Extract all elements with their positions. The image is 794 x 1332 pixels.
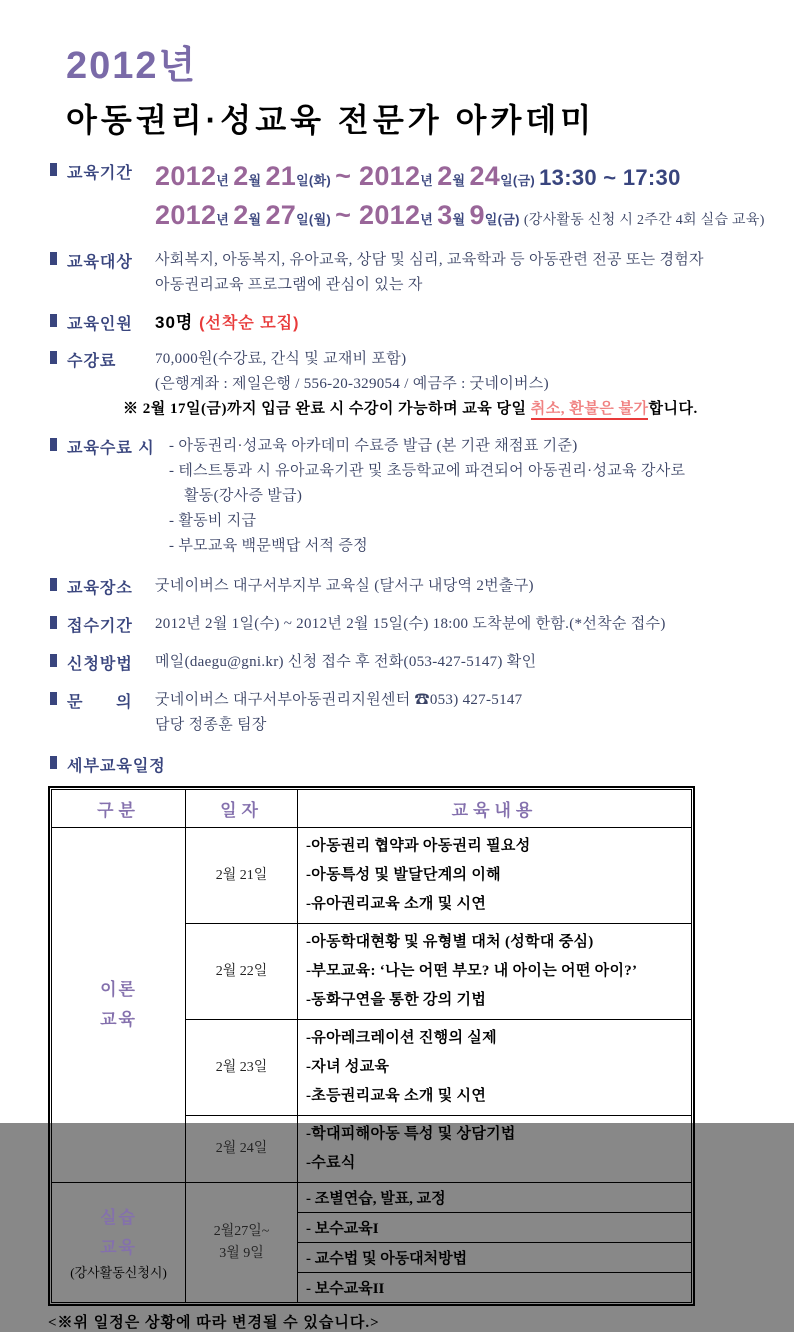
target-content: [155, 248, 704, 298]
date-day: 21: [265, 161, 297, 191]
date-day: 27: [265, 200, 297, 230]
target-label: 교육대상: [67, 254, 133, 271]
content-line: -부모교육: ‘나는 어떤 부모? 내 아이는 어떤 아이?’: [306, 963, 638, 979]
content-cell: [298, 1020, 692, 1116]
section-venue: [48, 574, 738, 599]
schedule-table-wrap: [48, 786, 695, 1306]
apply-period-label: 접수기간: [67, 618, 133, 635]
content-line: -아동특성 및 발달단계의 이해: [306, 867, 501, 883]
date-month: 2: [233, 200, 249, 230]
capacity-content: [155, 310, 299, 337]
period-content: [155, 159, 765, 238]
section-apply-method: [48, 650, 738, 675]
fee-notice: [123, 397, 698, 422]
date-unit: 일(금): [484, 212, 520, 227]
content-line: -학대피해아동 특성 및 상담기법: [306, 1126, 516, 1142]
table-header-row: [52, 790, 692, 828]
content-line: -동화구연을 통한 강의 기법: [306, 992, 487, 1008]
completion-item: - 부모교육 백문백답 서적 증정: [169, 538, 368, 554]
schedule-table: [51, 789, 692, 1303]
date-unit: 년: [420, 173, 434, 188]
section-bullet-icon: [50, 692, 57, 705]
content-line: -유아권리교육 소개 및 시연: [306, 896, 487, 912]
contact-content: [155, 688, 522, 738]
section-bullet-icon: [50, 578, 57, 591]
practice-date-line2: 3월 9일: [219, 1245, 264, 1261]
time-range: 13:30 ~ 17:30: [539, 165, 681, 190]
date-year: 2012: [155, 161, 217, 191]
content-line: - 조별연습, 발표, 교정: [306, 1191, 446, 1207]
practice-group-line2: 교육: [100, 1237, 137, 1257]
completion-content: [169, 434, 685, 559]
date-year: 2012: [359, 161, 421, 191]
date-unit: 년: [216, 173, 230, 188]
completion-item-cont: 활동(강사증 발급): [184, 488, 303, 504]
date-cell: 2월 21일: [186, 828, 298, 924]
date-unit: 월: [248, 212, 262, 227]
section-bullet-icon: [50, 252, 57, 265]
content-cell: [298, 1213, 692, 1243]
date-cell: 2월 24일: [186, 1116, 298, 1183]
content-line: - 보수교육II: [306, 1281, 385, 1297]
date-day: 24: [469, 161, 501, 191]
content-line: -아동학대현황 및 유형별 대처 (성학대 중심): [306, 934, 594, 950]
section-fee: [48, 347, 738, 422]
venue-label: 교육장소: [67, 580, 133, 597]
content-line: -유아레크레이션 진행의 실제: [306, 1030, 497, 1046]
date-unit: 일(월): [296, 212, 332, 227]
practice-date-line1: 2월27일~: [213, 1223, 270, 1239]
header-date: 일자: [186, 790, 298, 828]
target-line2: 아동권리교육 프로그램에 관심이 있는 자: [155, 277, 423, 293]
capacity-label: 교육인원: [67, 316, 133, 333]
date-unit: 년: [216, 212, 230, 227]
practice-group-cell: [52, 1183, 186, 1303]
fee-label: 수강료: [67, 353, 117, 370]
date-unit: 월: [248, 173, 262, 188]
header-content: 교육내용: [298, 790, 692, 828]
date-unit: 월: [452, 212, 466, 227]
date-unit: 일(화): [296, 173, 332, 188]
capacity-value: 30명: [155, 313, 200, 332]
date-unit: 월: [452, 173, 466, 188]
content-cell: [298, 924, 692, 1020]
content-cell: [298, 1243, 692, 1273]
header-category: 구분: [52, 790, 186, 828]
completion-item: - 활동비 지급: [169, 513, 257, 529]
practice-group-line1: 실습: [100, 1207, 137, 1227]
schedule-label: 세부교육일정: [67, 758, 166, 775]
table-row: [52, 828, 692, 924]
practice-group-note: (강사활동신청시): [70, 1264, 167, 1280]
date-unit: 일(금): [500, 173, 536, 188]
date-day: 9: [469, 200, 485, 230]
date-month: 2: [437, 161, 453, 191]
theory-group-cell: [52, 828, 186, 1183]
section-bullet-icon: [50, 654, 57, 667]
fee-notice-suffix: 합니다.: [648, 401, 698, 417]
content-line: -초등권리교육 소개 및 시연: [306, 1088, 487, 1104]
section-target: [48, 248, 738, 298]
apply-method-label: 신청방법: [67, 656, 133, 673]
apply-period-text: 2012년 2월 1일(수) ~ 2012년 2월 15일(수) 18:00 도착분에 한함.(*선착순 접수): [155, 616, 666, 632]
completion-item: - 테스트통과 시 유아교육기관 및 초등학교에 파견되어 아동권리·성교육 강사로: [169, 463, 686, 479]
date-year: 2012: [155, 200, 217, 230]
section-bullet-icon: [50, 351, 57, 364]
content-cell: [298, 828, 692, 924]
date-cell: 2월 23일: [186, 1020, 298, 1116]
fee-line2: (은행계좌 : 제일은행 / 556-20-329054 / 예금주 : 굿네이버스): [155, 376, 549, 392]
section-capacity: [48, 310, 738, 337]
content-line: - 보수교육I: [306, 1221, 379, 1237]
period-line2: [155, 198, 765, 238]
target-line1: 사회복지, 아동복지, 유아교육, 상담 및 심리, 교육학과 등 아동관련 전공 또는 경험자: [155, 252, 704, 268]
fee-notice-prefix: ※ 2월 17일(금)까지 입금 완료 시 수강이 가능하며 교육 당일: [123, 401, 531, 417]
completion-item: - 아동권리·성교육 아카데미 수료증 발급 (본 기관 채점표 기준): [169, 438, 578, 454]
date-year: 2012: [359, 200, 421, 230]
date-month: 3: [437, 200, 453, 230]
content-cell: [298, 1183, 692, 1213]
date-cell: 2월 22일: [186, 924, 298, 1020]
apply-method-text: 메일(daegu@gni.kr) 신청 접수 후 전화(053-427-5147) 확인: [155, 654, 537, 670]
section-contact: [48, 688, 738, 738]
title-year: 2012년: [66, 45, 198, 87]
footer-note: <※위 일정은 상황에 따라 변경될 수 있습니다.>: [48, 1315, 380, 1331]
section-bullet-icon: [50, 438, 57, 451]
theory-group-line2: 교육: [100, 1010, 137, 1029]
content-line: -수료식: [306, 1155, 356, 1171]
tilde: ~: [335, 161, 359, 191]
period-line1: [155, 159, 765, 198]
content-line: -자녀 성교육: [306, 1059, 390, 1075]
period-note: (강사활동 신청 시 2주간 4회 실습 교육): [523, 213, 765, 228]
date-unit: 년: [420, 212, 434, 227]
date-month: 2: [233, 161, 249, 191]
contact-line1: 굿네이버스 대구서부아동권리지원센터 ☎053) 427-5147: [155, 692, 523, 708]
tilde: ~: [335, 200, 359, 230]
content-line: -아동권리 협약과 아동권리 필요성: [306, 838, 531, 854]
content-cell: [298, 1116, 692, 1183]
table-row: [52, 1183, 692, 1213]
fee-content: [123, 347, 698, 422]
fee-notice-red: 취소, 환불은 불가: [531, 401, 649, 420]
theory-group-line1: 이론: [100, 980, 137, 999]
content-line: - 교수법 및 아동대처방법: [306, 1251, 468, 1267]
section-completion: [48, 434, 738, 559]
fee-line1: 70,000원(수강료, 간식 및 교재비 포함): [155, 351, 407, 367]
section-bullet-icon: [50, 314, 57, 327]
period-label: 교육기간: [67, 165, 133, 182]
contact-label: 문 의: [67, 694, 133, 711]
page-title: 아동권리·성교육 전문가 아카데미: [66, 102, 596, 138]
section-schedule: [48, 752, 738, 776]
venue-text: 굿네이버스 대구서부지부 교육실 (달서구 내당역 2번출구): [155, 578, 534, 594]
section-bullet-icon: [50, 163, 57, 176]
capacity-note: (선착순 모집): [199, 315, 300, 332]
section-period: [48, 159, 765, 238]
section-apply-period: [48, 612, 738, 637]
section-bullet-icon: [50, 616, 57, 629]
section-bullet-icon: [50, 756, 57, 769]
practice-date-cell: [186, 1183, 298, 1303]
completion-label: 교육수료 시: [67, 440, 155, 457]
content-cell: [298, 1273, 692, 1303]
contact-line2: 담당 정종훈 팀장: [155, 717, 267, 733]
